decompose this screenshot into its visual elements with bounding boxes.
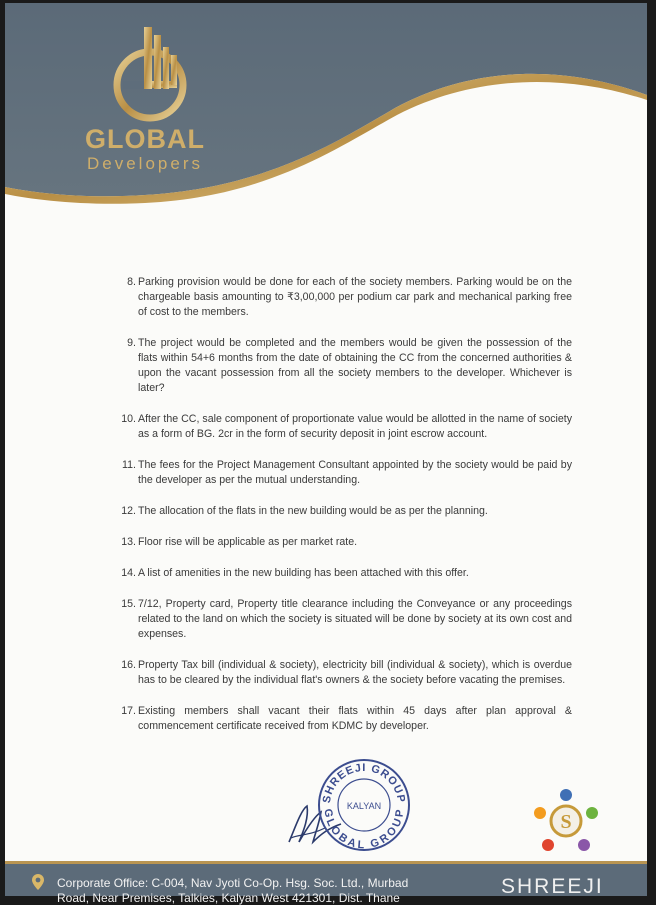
term-text: The fees for the Project Management Consultant appointed by the society would be paid by the developer as per the mutual understanding. xyxy=(138,459,572,486)
svg-text:GLOBAL GROUP xyxy=(322,808,407,851)
term-item xyxy=(112,597,572,642)
term-number: 9. xyxy=(127,337,136,349)
term-number: 13. xyxy=(121,536,136,548)
company-name: GLOBAL xyxy=(85,124,205,154)
svg-text:SHREEJI GROUP xyxy=(321,762,407,804)
term-item xyxy=(112,535,572,550)
term-item xyxy=(112,458,572,488)
term-number: 17. xyxy=(121,705,136,717)
term-number: 16. xyxy=(121,659,136,671)
term-item xyxy=(112,275,572,320)
company-subtitle: Developers xyxy=(87,154,203,173)
footer-gold-line xyxy=(5,861,647,864)
company-stamp xyxy=(316,757,412,853)
stamp-bottom-text: GLOBAL GROUP xyxy=(321,808,407,852)
footer-bar xyxy=(5,861,647,905)
header-banner xyxy=(5,3,647,218)
term-number: 12. xyxy=(121,505,136,517)
footer-address-line2: Road, Near Premises, Talkies, Kalyan West 421301, Dist. Thane xyxy=(57,891,400,905)
term-item xyxy=(112,412,572,442)
term-text: After the CC, sale component of proportionate value would be allotted in the name of society as a form of BG. 2cr in the form of security deposit in joint escrow account. xyxy=(138,413,572,440)
term-text: Property Tax bill (individual & society), electricity bill (individual & society), which is overdue has to be cleared by the individual flat's owners & the society before vacating the premises. xyxy=(138,659,572,686)
footer-address-line1: Corporate Office: C-004, Nav Jyoti Co-Op. Hsg. Soc. Ltd., Murbad xyxy=(57,876,409,890)
term-text: The allocation of the flats in the new building would be as per the planning. xyxy=(138,505,488,517)
term-text: Floor rise will be applicable as per market rate. xyxy=(138,536,358,548)
term-item xyxy=(112,504,572,519)
term-number: 14. xyxy=(121,567,136,579)
stamp-top-text: SHREEJI GROUP xyxy=(320,761,408,804)
term-number: 11. xyxy=(122,459,136,471)
term-item xyxy=(112,704,572,734)
term-item xyxy=(112,336,572,396)
term-number: 10. xyxy=(121,413,136,425)
company-logo xyxy=(55,124,235,174)
term-text: Parking provision would be done for each of the society members. Parking would be on the chargeable basis amounting to ₹3,00,000 per podium car park and mechanical parking free of cost to the members. xyxy=(138,276,572,318)
term-text: 7/12, Property card, Property title clearance including the Conveyance or any proceedings related to the land on which the society is situated will be done by society at its own cost and expenses. xyxy=(138,598,572,640)
term-number: 8. xyxy=(127,276,136,288)
document-page xyxy=(5,3,647,905)
term-text: The project would be completed and the members would be given the possession of the flats within 54+6 months from the date of obtaining the CC from the concerned authorities & upon the vacant possession from all the society members to the developer. Whichever is later? xyxy=(138,337,572,394)
term-item xyxy=(112,658,572,688)
stamp-center-text: KALYAN xyxy=(346,801,382,811)
location-pin-icon xyxy=(32,874,44,890)
group-logo-icon xyxy=(530,787,602,855)
term-text: Existing members shall vacant their flats within 45 days after plan approval & commencement certificate received from KDMC by developer. xyxy=(138,705,572,732)
term-item xyxy=(112,566,572,581)
footer-brand: SHREEJI xyxy=(501,875,604,898)
svg-text:S: S xyxy=(560,811,572,833)
term-text: A list of amenities in the new building has been attached with this offer. xyxy=(138,567,469,579)
term-number: 15. xyxy=(121,598,136,610)
terms-list xyxy=(112,275,572,734)
